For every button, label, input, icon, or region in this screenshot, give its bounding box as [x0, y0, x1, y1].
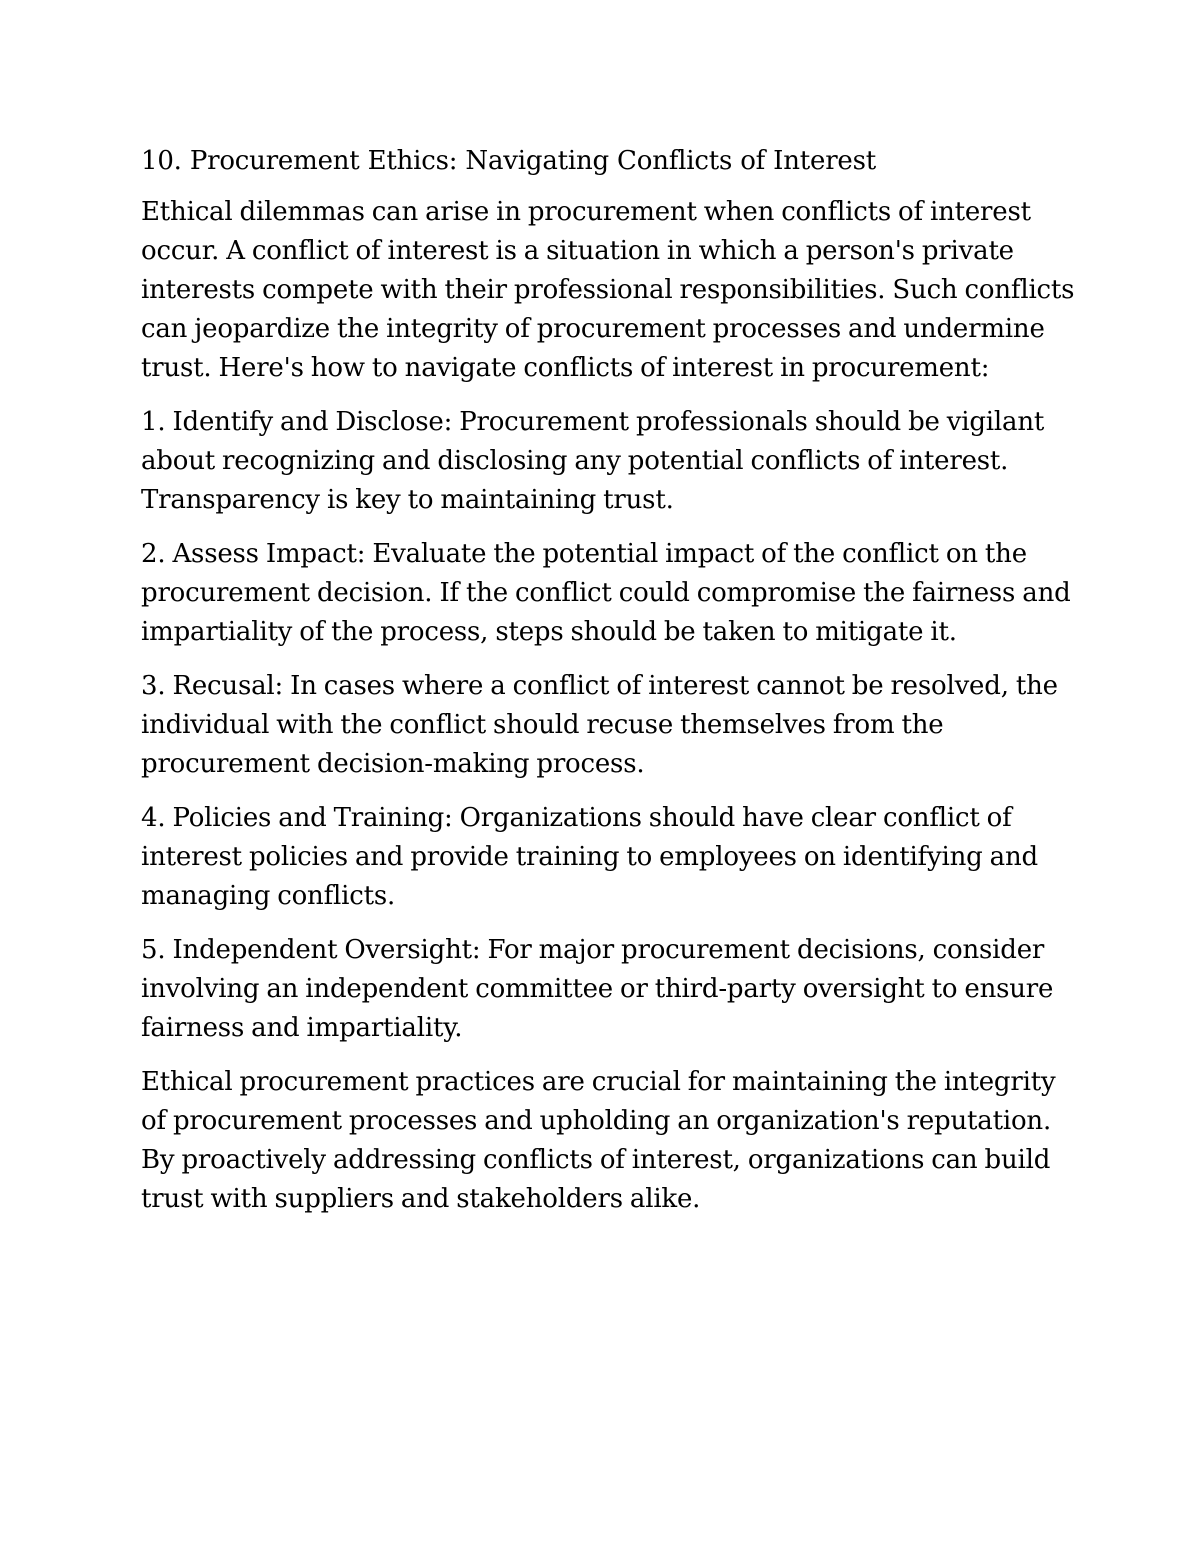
intro-paragraph: Ethical dilemmas can arise in procurement when conflicts of interest occur. A conflict of interest is a situation in which a person's private interests compete with their professional responsibilities. Such conflicts can jeopardize the integrity of procurement processes and undermine trust. Here's how to navigate conflicts of interest in procurement: [141, 197, 1075, 383]
list-item-independent-oversight: 5. Independent Oversight: For major procurement decisions, consider involving an independent committee or third-party oversight to ensure fairness and impartiality. [141, 935, 1054, 1043]
document-title: 10. Procurement Ethics: Navigating Conflicts of Interest [141, 146, 877, 176]
list-item-recusal: 3. Recusal: In cases where a conflict of interest cannot be resolved, the individual with the conflict should recuse themselves from the procurement decision-making process. [141, 671, 1058, 779]
conclusion-paragraph: Ethical procurement practices are crucial for maintaining the integrity of procurement processes and upholding an organization's reputation. By proactively addressing conflicts of interest, organizations can build trust with suppliers and stakeholders alike. [141, 1067, 1056, 1214]
list-item-assess-impact: 2. Assess Impact: Evaluate the potential impact of the conflict on the procurement decision. If the conflict could compromise the fairness and impartiality of the process, steps should be taken to mitigate it. [141, 539, 1071, 647]
list-item-policies-training: 4. Policies and Training: Organizations should have clear conflict of interest policies and provide training to employees on identifying and managing conflicts. [141, 803, 1038, 911]
list-item-identify-disclose: 1. Identify and Disclose: Procurement professionals should be vigilant about recognizing and disclosing any potential conflicts of interest. Transparency is key to maintaining trust. [141, 407, 1045, 515]
